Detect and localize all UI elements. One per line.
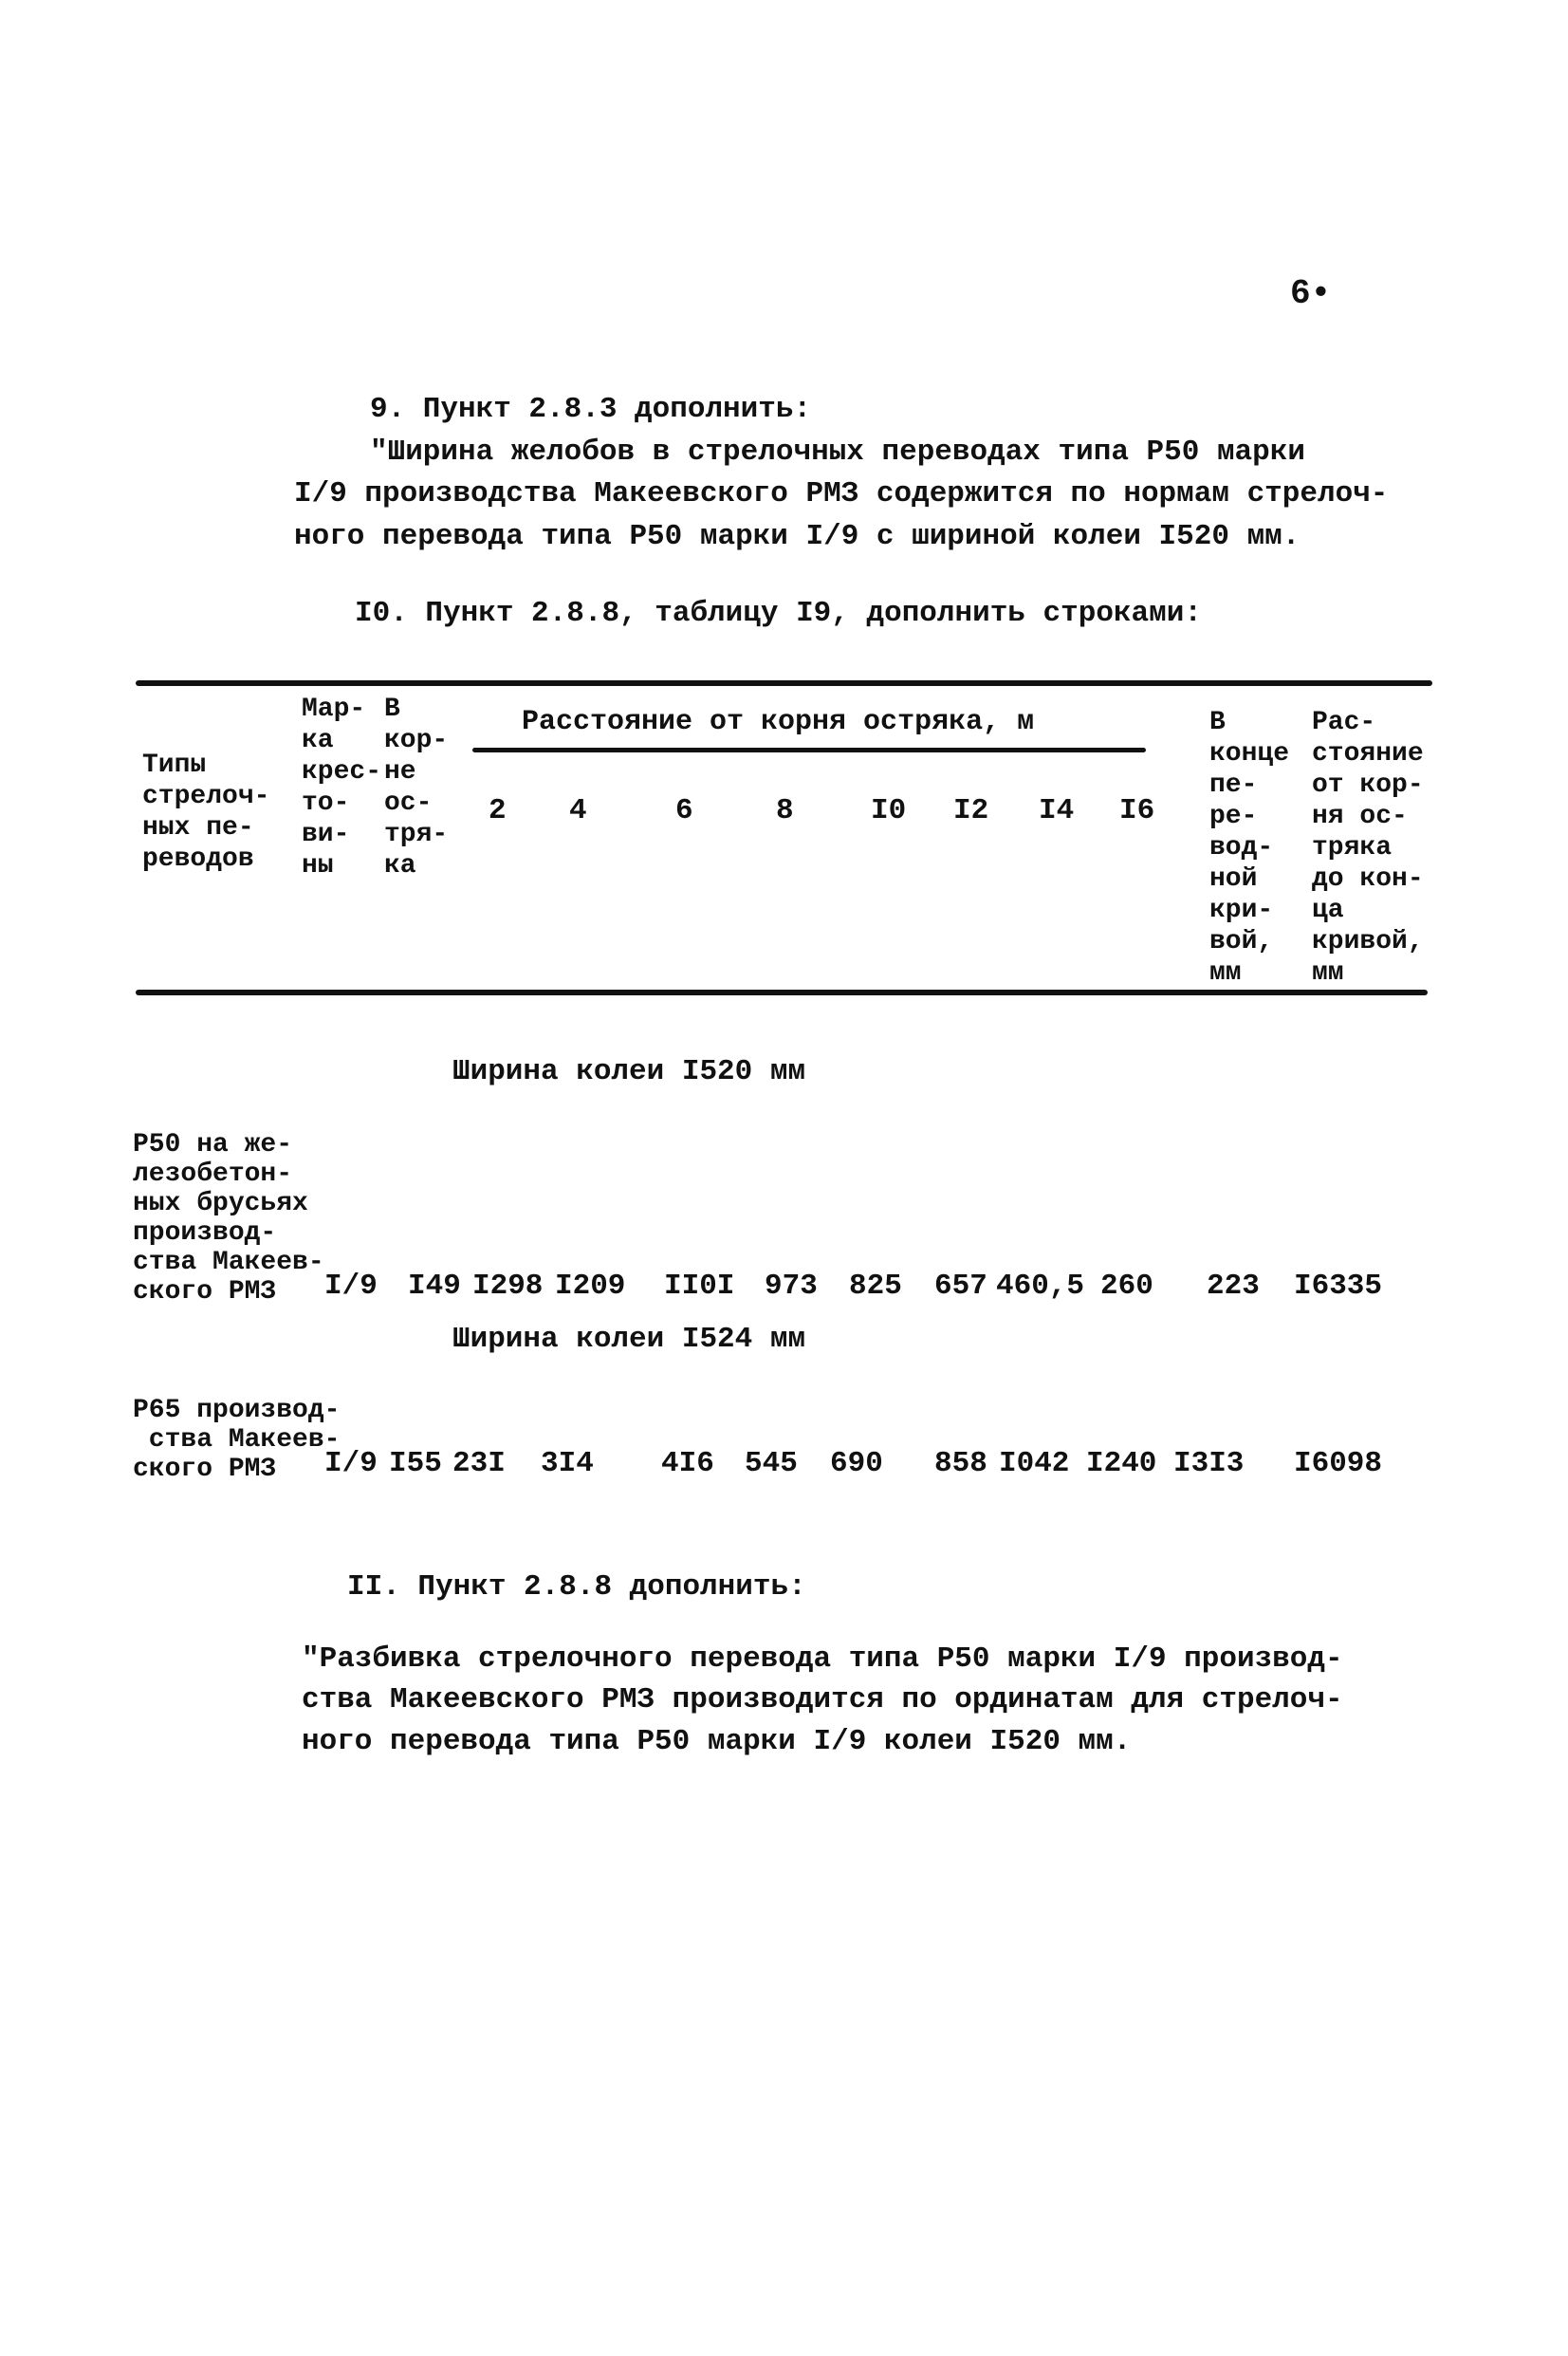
row-type-line: ных брусьях — [133, 1189, 308, 1218]
row-type-line: ства Макеев- — [133, 1248, 324, 1277]
row-value-cell: I298 — [472, 1270, 544, 1303]
header-distance-1: 4 — [569, 794, 587, 827]
row-value-cell: I/9 — [324, 1270, 378, 1303]
item-9-line: "Ширина желобов в стрелочных переводах типа Р50 марки — [370, 436, 1305, 469]
header-distance-3: 8 — [776, 794, 794, 827]
header-root: В кор- не ос- тря- ка — [384, 695, 449, 881]
section-title-1520: Ширина колеи I520 мм — [452, 1055, 806, 1088]
header-distance-2: 6 — [675, 794, 693, 827]
row-value-cell: I3I3 — [1173, 1447, 1245, 1480]
row-value-cell: 260 — [1100, 1270, 1153, 1303]
item-9-line: ного перевода типа Р50 марки I/9 с шириной колеи I520 мм. — [294, 520, 1301, 553]
row-type-line: Р65 производ- — [133, 1396, 341, 1425]
header-end-curve: В конце пе- ре- вод- ной кри- вой, мм — [1209, 708, 1290, 988]
row-value-cell: 973 — [765, 1270, 818, 1303]
row-value-cell: 657 — [934, 1270, 987, 1303]
row-value-cell: 4I6 — [661, 1447, 714, 1480]
table-bottom-rule — [136, 990, 1428, 995]
header-distance-7: I6 — [1119, 794, 1155, 827]
row-type-line: производ- — [133, 1218, 277, 1248]
row-value-cell: I6098 — [1294, 1447, 1383, 1480]
row-value-cell: 858 — [934, 1447, 987, 1480]
header-distance-6: I4 — [1039, 794, 1075, 827]
row-value-cell: 460,5 — [996, 1270, 1085, 1303]
header-mark: Мар- ка крес- то- ви- ны — [302, 695, 382, 881]
row-value-cell: 23I — [452, 1447, 506, 1480]
row-value-cell: I/9 — [324, 1447, 378, 1480]
row-value-cell: I209 — [555, 1270, 626, 1303]
item-11-line: ства Макеевского РМЗ производится по ординатам для стрелоч- — [302, 1683, 1343, 1716]
header-distance-0: 2 — [489, 794, 507, 827]
row-value-cell: I49 — [408, 1270, 461, 1303]
row-value-cell: I042 — [999, 1447, 1070, 1480]
header-distance-end: Рас- стояние от кор- ня ос- тряка до кон- ца кривой, мм — [1312, 708, 1424, 988]
row-type-line: Р50 на же- — [133, 1130, 293, 1159]
header-distance-5: I2 — [953, 794, 989, 827]
row-value-cell: 3I4 — [541, 1447, 594, 1480]
row-value-cell: 825 — [849, 1270, 902, 1303]
item-10-heading: I0. Пункт 2.8.8, таблицу I9, дополнить строками: — [355, 597, 1202, 630]
page-number: 6• — [1290, 274, 1332, 313]
row-value-cell: I55 — [389, 1447, 442, 1480]
row-value-cell: II0I — [664, 1270, 735, 1303]
header-distance-group: Расстояние от корня остряка, м — [522, 706, 1035, 738]
table-top-rule — [136, 680, 1432, 686]
item-9-heading: 9. Пункт 2.8.3 дополнить: — [370, 393, 812, 426]
item-11-line: "Разбивка стрелочного перевода типа Р50 марки I/9 производ- — [302, 1642, 1343, 1676]
row-type-line: ства Макеев- — [133, 1425, 341, 1455]
item-11-heading: II. Пункт 2.8.8 дополнить: — [347, 1570, 806, 1604]
row-type-line: ского РМЗ — [133, 1455, 277, 1484]
row-value-cell: I240 — [1086, 1447, 1157, 1480]
header-types: Типы стрелоч- ных пе- реводов — [142, 751, 270, 874]
row-type-line: лезобетон- — [133, 1159, 293, 1189]
header-group-rule — [472, 748, 1146, 752]
section-title-1524: Ширина колеи I524 мм — [452, 1323, 806, 1356]
row-value-cell: 690 — [830, 1447, 883, 1480]
header-distance-4: I0 — [871, 794, 907, 827]
row-value-cell: I6335 — [1294, 1270, 1383, 1303]
item-9-line: I/9 производства Макеевского РМЗ содержится по нормам стрелоч- — [294, 477, 1389, 510]
row-value-cell: 223 — [1207, 1270, 1260, 1303]
row-value-cell: 545 — [745, 1447, 798, 1480]
item-11-line: ного перевода типа Р50 марки I/9 колеи I520 мм. — [302, 1725, 1132, 1758]
row-type-line: ского РМЗ — [133, 1277, 277, 1307]
